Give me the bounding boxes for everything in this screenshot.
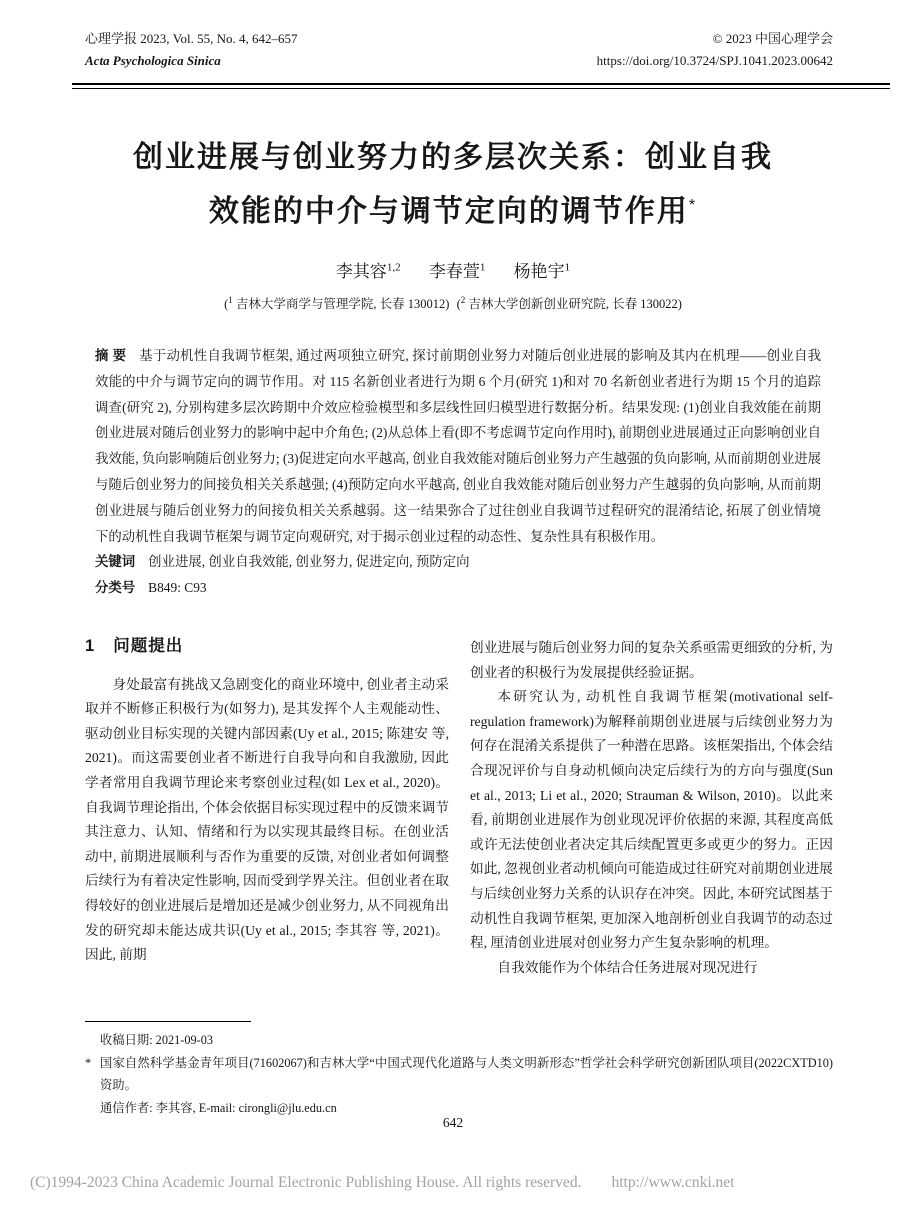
affiliation-1-sup: 1 bbox=[228, 294, 233, 305]
cnki-copyright-text: (C)1994-2023 China Academic Journal Electronic Publishing House. All rights reserved. bbox=[30, 1174, 582, 1191]
body-column-right bbox=[470, 636, 833, 980]
section-1-number: 1 bbox=[85, 637, 96, 655]
body-paragraph-1: 身处最富有挑战又急剧变化的商业环境中, 创业者主动采取并不断修正积极行为(如努力), 是其发挥个人主观能动性、驱动创业目标实现的关键内部因素(Uy et al., 2015; 陈建安 等, 2021)。而这需要创业者不断进行自我导向和自我激励, 因此学者常用自我调节理论来考察创业过程(如 Lex et al., 2020)。自我调节理论指出, 个体会依据目标实现过程中的反馈来调节其注意力、认知、情绪和行为以实现其最终目标。在创业活动中, 前期进展顺利与否作为重要的反馈, 对创业者如何调整后续行为有着决定性影响, 因而受到学界关注。但创业者在取得较好的创业进展后是增加还是减少创业努力, 从不同视角出发的研究却未能达成共识(Uy et al., 2015; 李其容 等, 2021)。因此, 前期 bbox=[85, 676, 449, 963]
keywords-label: 关键词 bbox=[95, 554, 136, 570]
classification-line bbox=[95, 575, 821, 601]
journal-header-right bbox=[597, 28, 833, 72]
funding-asterisk: * bbox=[85, 1055, 92, 1070]
abstract-text: 基于动机性自我调节框架, 通过两项独立研究, 探讨前期创业努力对随后创业进展的影响及其内在机理——创业自我效能的中介与调节定向的调节作用。对 115 名新创业者进行为期 6 个月(研究 1)和对 70 名新创业者进行为期 15 个月的追踪调查(研究 2), 分别构建多层次跨期中介效应检验模型和多层线性回归模型进行数据分析。结果发现: (1)创业自我效能在前期创业进展对随后创业努力的影响中起中介角色; (2)从总体上看(即不考虑调节定向作用时), 前期创业进展通过正向影响创业自我效能, 负向影响随后创业努力; (3)促进定向水平越高, 创业自我效能对随后创业努力产生越强的负向影响, 从而前期创业进展与随后创业努力的间接负相关关系越强; (4)预防定向水平越高, 创业自我效能对随后创业努力产生越弱的负向影响, 从而前期创业进展与随后创业努力的间接负相关关系越弱。这一结果弥合了过往创业自我调节过程研究的混淆结论, 拓展了创业情境下的动机性自我调节框架与调节定向观研究, 对于揭示创业过程的动态性、复杂性具有积极作用。 bbox=[95, 348, 821, 544]
body-column-left bbox=[85, 630, 449, 968]
cnki-credit-line bbox=[30, 1174, 734, 1192]
body-paragraph-3: 自我效能作为个体结合任务进展对现况进行 bbox=[497, 959, 758, 975]
affiliation-1-text: 吉林大学商学与管理学院, 长春 130012) bbox=[232, 297, 453, 311]
body-paragraph-2: 本研究认为, 动机性自我调节框架(motivational self-regulation framework)为解释前期创业进展与后续创业努力为何存在混淆关系提供了一种潜在思路。该框架指出, 个体会结合现况评价与自身动机倾向决定后续行为的方向与强度(Sun et al., 2013; Li et al., 2020; Strauman & Wilson, 2010)。以此来看, 前期创业进展作为创业现况评价依据的来源, 其程度高低或许无法使创业者决定其后续配置更多或更少的努力。正因如此, 忽视创业者动机倾向可能造成过往研究对前期创业进展与后续创业努力关系的认识存在冲突。因此, 本研究试图基于动机性自我调节框架, 更加深入地剖析创业自我调节的动态过程, 厘清创业进展对创业努力产生复杂影响的机理。 bbox=[470, 689, 833, 951]
funding-note bbox=[85, 1052, 833, 1097]
author-1 bbox=[336, 262, 401, 281]
affiliation-2-sup: 2 bbox=[460, 294, 466, 305]
header-double-rule bbox=[72, 83, 890, 89]
author-1-affil-sup: 1,2 bbox=[386, 261, 401, 274]
author-2 bbox=[429, 262, 486, 281]
footnote-separator-rule bbox=[85, 1021, 251, 1022]
author-3 bbox=[514, 262, 571, 281]
affiliation-line bbox=[0, 294, 906, 312]
abstract-block bbox=[95, 343, 821, 601]
journal-copyright: © 2023 中国心理学会 bbox=[712, 31, 833, 46]
body-paragraph-1-continuation: 创业进展与随后创业努力间的复杂关系亟需更细致的分析, 为创业者的积极行为发展提供经验证据。 bbox=[470, 640, 833, 680]
article-title bbox=[60, 134, 846, 236]
author-1-name: 李其容 bbox=[335, 262, 387, 281]
funding-text: 国家自然科学基金青年项目(71602067)和吉林大学“中国式现代化道路与人类文明新形态”哲学社会科学研究创新团队项目(2022CXTD10)资助。 bbox=[100, 1055, 833, 1092]
affiliation-2-paren: ( bbox=[456, 297, 461, 311]
author-3-affil-sup: 1 bbox=[564, 261, 571, 274]
affiliation-2 bbox=[456, 294, 682, 311]
affiliation-1-paren: ( bbox=[224, 297, 229, 311]
received-date: 收稿日期: 2021-09-03 bbox=[100, 1033, 214, 1047]
section-1-title: 问题提出 bbox=[113, 637, 184, 655]
keywords-text: 创业进展, 创业自我效能, 创业努力, 促进定向, 预防定向 bbox=[148, 554, 470, 570]
article-title-line2: 效能的中介与调节定向的调节作用 bbox=[208, 195, 689, 228]
author-2-affil-sup: 1 bbox=[479, 261, 486, 274]
title-footnote-asterisk: * bbox=[688, 197, 698, 214]
author-2-name: 李春萱 bbox=[428, 262, 480, 281]
doi-link[interactable]: https://doi.org/10.3724/SPJ.1041.2023.00642 bbox=[596, 53, 833, 68]
article-title-line1: 创业进展与创业努力的多层次关系：创业自我 bbox=[133, 141, 773, 174]
keywords-line bbox=[95, 549, 821, 575]
corresponding-author-email[interactable]: 通信作者: 李其容, E-mail: cirongli@jlu.edu.cn bbox=[100, 1100, 337, 1115]
classification-label: 分类号 bbox=[95, 580, 136, 596]
author-3-name: 杨艳宇 bbox=[513, 262, 565, 281]
affiliation-2-text: 吉林大学创新创业研究院, 长春 130022) bbox=[465, 297, 682, 311]
journal-name-volume: 心理学报 2023, Vol. 55, No. 4, 642–657 bbox=[85, 31, 298, 46]
classification-text: B849: C93 bbox=[148, 580, 207, 596]
abstract-paragraph bbox=[95, 343, 821, 549]
footnote-block bbox=[85, 1021, 833, 1119]
affiliation-1 bbox=[224, 294, 453, 311]
journal-name-latin: Acta Psychologica Sinica bbox=[85, 53, 221, 68]
page-number: 642 bbox=[442, 1115, 464, 1130]
author-list bbox=[0, 257, 906, 282]
journal-header-left bbox=[85, 28, 297, 72]
section-1-heading bbox=[85, 634, 449, 659]
abstract-label: 摘 要 bbox=[95, 348, 127, 363]
cnki-url[interactable]: http://www.cnki.net bbox=[611, 1174, 735, 1191]
